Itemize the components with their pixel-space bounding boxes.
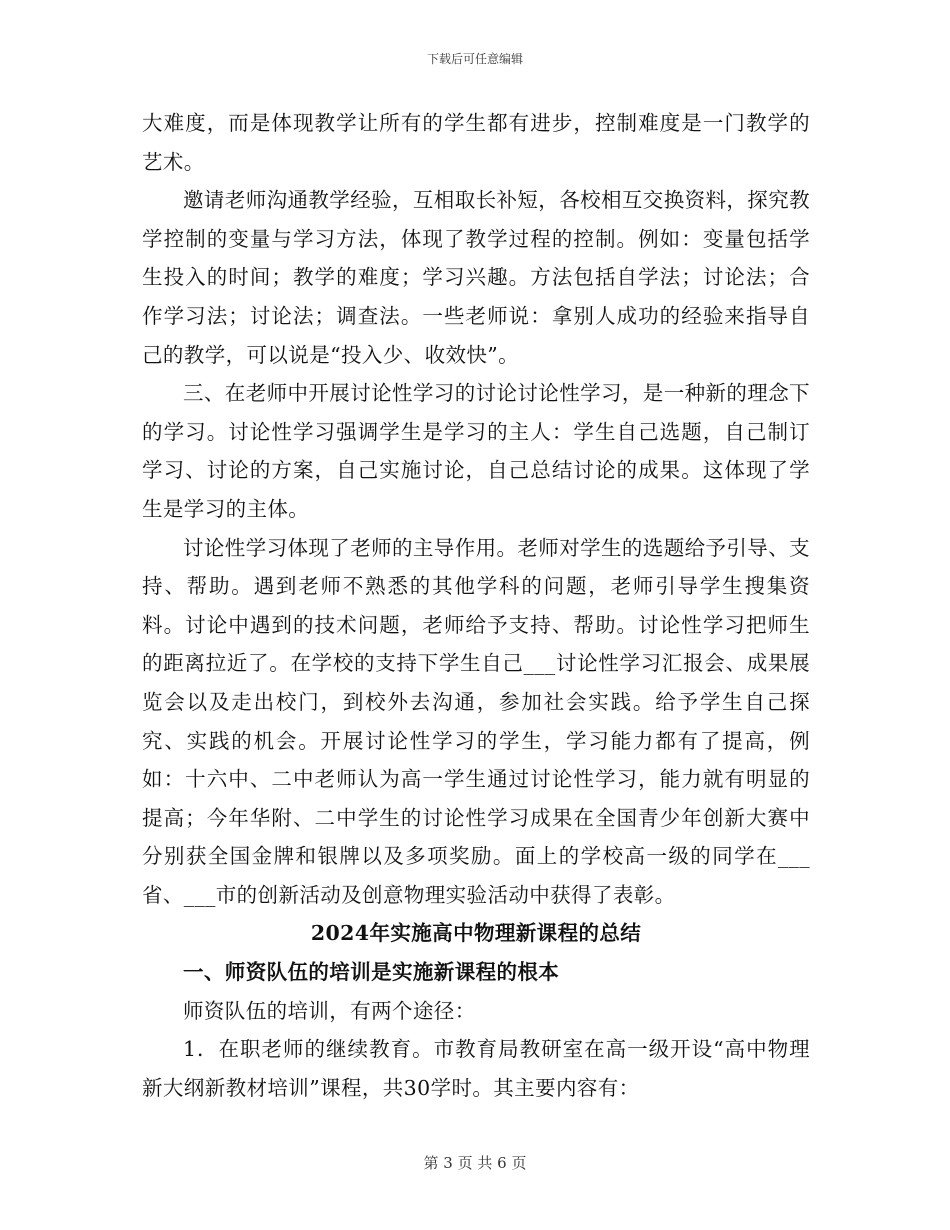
paragraph-continuing-education: 1．在职老师的继续教育。市教育局教研室在高一级开设“高中物理新大纲新教材培训”课程，共30学时。其主要内容有：	[142, 1037, 810, 1100]
paragraph-training-paths: 师资队伍的培训，有两个途径：	[183, 998, 476, 1023]
paragraph-teacher-guidance: 讨论性学习体现了老师的主导作用。老师对学生的选题给予引导、支持、帮助。遇到老师不熟悉的其他学科的问题，老师引导学生搜集资料。讨论中遇到的技术问题，老师给予支持、帮助。讨论性学习把师生的距离拉近了。在学校的支持下学生自己___讨论性学习汇报会、成果展览会以及走出校门，到校外去沟通，参加社会实践。给予学生自己探究、实践的机会。开展讨论性学习的学生，学习能力都有了提高，例如：十六中、二中老师认为高一学生通过讨论性学习，能力就有明显的提高；今年华附、二中学生的讨论性学习成果在全国青少年创新大赛中分别获全国金牌和银牌以及多项奖励。面上的学校高一级的同学在___省、___市的创新活动及创意物理实验活动中获得了表彰。	[142, 535, 810, 907]
paragraph-teacher-exchange: 邀请老师沟通教学经验，互相取长补短，各校相互交换资料，探究教学控制的变量与学习方法，体现了教学过程的控制。例如：变量包括学生投入的时间；教学的难度；学习兴趣。方法包括自学法；讨论法；合作学习法；讨论法；调查法。一些老师说：拿别人成功的经验来指导自己的教学，可以说是“投入少、收效快”。	[142, 188, 810, 367]
paragraph-section-three: 三、在老师中开展讨论性学习的讨论讨论性学习，是一种新的理念下的学习。讨论性学习强调学生是学习的主人：学生自己选题，自己制订学习、讨论的方案，自己实施讨论，自己总结讨论的成果。这体现了学生是学习的主体。	[142, 381, 810, 521]
page-header: 下载后可任意编辑	[426, 52, 523, 66]
section-heading: 一、师资队伍的培训是实施新课程的根本	[183, 960, 560, 985]
paragraph-continuation: 大难度，而是体现教学让所有的学生都有进步，控制难度是一门教学的艺术。	[142, 111, 810, 174]
document-title: 2024年实施高中物理新课程的总结	[310, 921, 642, 946]
document-body	[142, 104, 810, 1107]
page-footer: 第 3 页 共 6 页	[423, 1154, 527, 1172]
